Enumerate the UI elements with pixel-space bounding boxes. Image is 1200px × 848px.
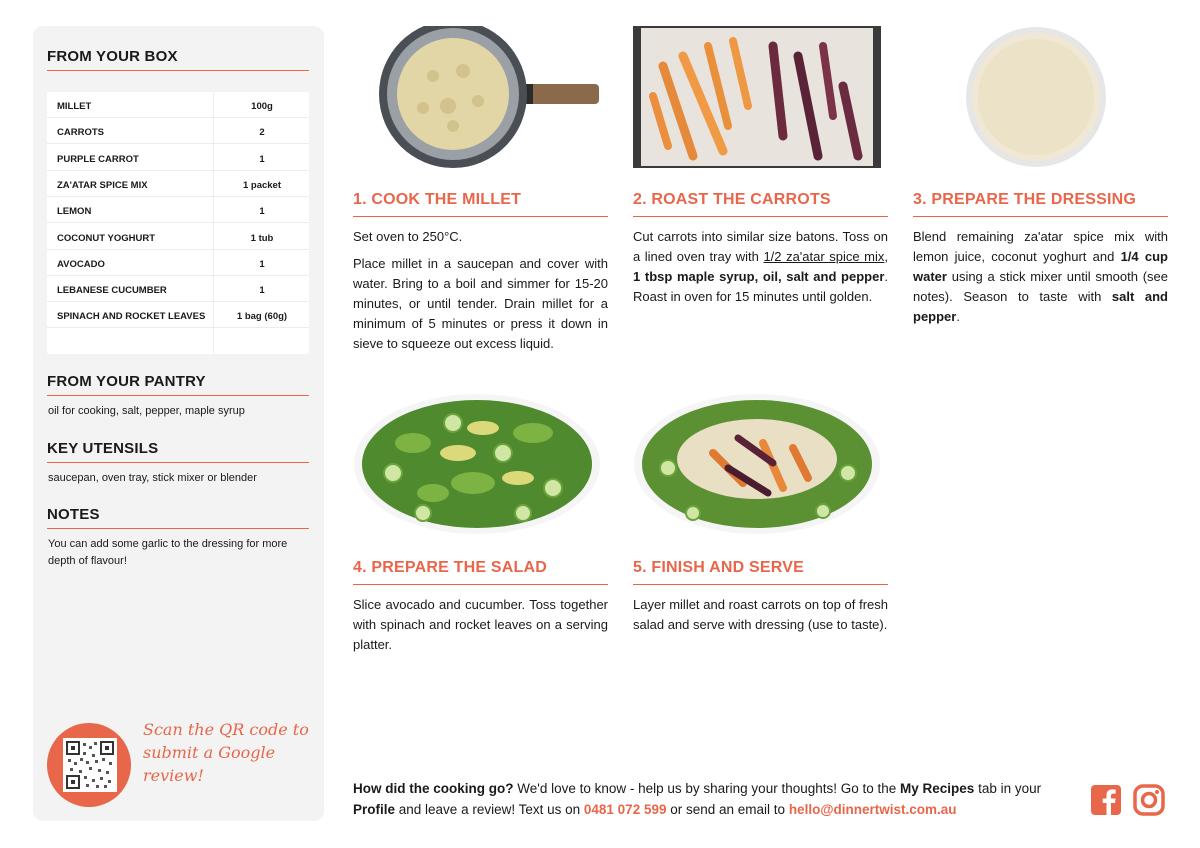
step-paragraph: [353, 227, 608, 247]
qr-badge: [47, 723, 131, 807]
notes-title: NOTES: [47, 506, 100, 523]
step-paragraph: [913, 227, 1168, 327]
box-title-rule: [47, 70, 309, 71]
step-text: . Roast in oven for 15 minutes until golden.: [633, 269, 888, 304]
ingredient-row: [47, 224, 309, 250]
pantry-text: oil for cooking, salt, pepper, maple syrup: [48, 405, 245, 417]
notes-text: You can add some garlic to the dressing for more depth of flavour!: [48, 538, 288, 567]
ingredient-qty: 1 packet: [242, 179, 282, 191]
notes-title-rule: [47, 528, 309, 529]
footer-text-2: tab in your: [974, 781, 1042, 796]
step-text: 1/2 za'atar spice mix: [763, 249, 885, 264]
ingredient-qty: 100g: [251, 101, 273, 112]
ingredient-qty: 2: [259, 127, 265, 139]
step-text: .: [956, 309, 960, 324]
step-title-rule: [633, 584, 888, 585]
utensils-title-rule: [47, 462, 309, 463]
step-text: using a stick mixer until smooth (see notes). Season to taste with: [913, 269, 1168, 304]
ingredients-sidebar: [33, 26, 324, 821]
pantry-title-rule: [47, 395, 309, 396]
step-title: 1. COOK THE MILLET: [353, 191, 522, 208]
ingredient-name: ZA'ATAR SPICE MIX: [57, 179, 148, 191]
step-title-rule: [633, 216, 888, 217]
step-title: 5. FINISH AND SERVE: [633, 559, 804, 576]
ingredient-qty: 1: [259, 285, 265, 297]
ingredient-name: COCONUT YOGHURT: [57, 232, 155, 244]
step-text: ,: [884, 249, 888, 264]
ingredients-table: [47, 92, 309, 354]
ingredient-name: LEMON: [57, 206, 92, 218]
step-text: Slice avocado and cucumber. Toss together with spinach and rocket leaves on a serving platter.: [353, 597, 608, 652]
ingredient-name: MILLET: [57, 101, 92, 112]
ingredient-qty: 1: [259, 206, 265, 218]
finished-dish-image: [633, 393, 881, 535]
ingredient-row: [47, 171, 309, 197]
footer-text-1: We'd love to know - help us by sharing your thoughts! Go to the: [513, 781, 901, 796]
pantry-title: FROM YOUR PANTRY: [47, 373, 206, 390]
utensils-text: saucepan, oven tray, stick mixer or blender: [48, 472, 257, 484]
step-body: [353, 227, 608, 361]
ingredient-qty: 1: [259, 153, 265, 165]
ingredient-row: [47, 118, 309, 144]
qr-call-to-action: Scan the QR code to submit a Google review!: [143, 720, 309, 785]
step-paragraph: [633, 595, 888, 635]
ingredient-row: [47, 92, 309, 118]
my-recipes-link[interactable]: My Recipes: [900, 781, 975, 796]
ingredient-name: PURPLE CARROT: [57, 153, 139, 165]
ingredient-qty: 1: [259, 258, 265, 270]
step-body: [913, 227, 1168, 334]
email-link[interactable]: hello@dinnertwist.com.au: [788, 802, 957, 817]
footer-question: How did the cooking go?: [353, 781, 514, 796]
bold-ingredient-text: 1 tbsp maple syrup, oil, salt and pepper: [633, 269, 885, 284]
step-title-rule: [353, 584, 608, 585]
ingredient-row: [47, 197, 309, 223]
step-title: 2. ROAST THE CARROTS: [633, 191, 831, 208]
footer-text-4: or send an email to: [666, 802, 789, 817]
step-title: 4. PREPARE THE SALAD: [353, 559, 547, 576]
step-body: [353, 595, 608, 662]
ingredient-name: LEBANESE CUCUMBER: [57, 285, 167, 297]
ingredient-qty: 1 tub: [250, 232, 274, 244]
dressing-bowl-image: [913, 26, 1161, 168]
feedback-footer: [353, 778, 1073, 820]
step-title-rule: [913, 216, 1168, 217]
step-text: Cut carrots into similar size batons. Toss on a lined oven tray with: [633, 229, 888, 264]
step-text: Blend remaining za'atar spice mix with lemon juice, coconut yoghurt and: [913, 229, 1168, 264]
ingredient-row: [47, 250, 309, 276]
step-title: 3. PREPARE THE DRESSING: [913, 191, 1137, 208]
phone-link[interactable]: 0481 072 599: [583, 802, 667, 817]
roasted-carrots-image: [633, 26, 881, 168]
step-text: Layer millet and roast carrots on top of fresh salad and serve with dressing (use to taste).: [633, 597, 888, 632]
salad-platter-image: [353, 393, 601, 535]
step-title-rule: [353, 216, 608, 217]
ingredient-row: [47, 302, 309, 328]
ingredient-qty: 1 bag (60g): [236, 311, 288, 323]
millet-sieve-image: [353, 26, 601, 168]
ingredient-name: AVOCADO: [57, 258, 105, 270]
qr-code-icon[interactable]: [63, 738, 117, 792]
step-paragraph: [633, 227, 888, 307]
step-paragraph: [353, 595, 608, 655]
instagram-icon[interactable]: [1133, 784, 1167, 818]
facebook-icon[interactable]: [1090, 784, 1124, 818]
profile-link[interactable]: Profile: [353, 802, 396, 817]
ingredient-row: [47, 276, 309, 302]
utensils-title: KEY UTENSILS: [47, 440, 159, 457]
ingredient-name: CARROTS: [57, 127, 104, 139]
step-body: [633, 227, 888, 314]
bold-ingredient-text: salt and pepper: [913, 289, 1169, 324]
box-title: FROM YOUR BOX: [47, 48, 178, 65]
bold-ingredient-text: 1/4 cup water: [913, 249, 1168, 284]
footer-text-3: and leave a review! Text us on: [395, 802, 584, 817]
ingredient-row: [47, 145, 309, 171]
step-body: [633, 595, 888, 642]
step-text: Place millet in a saucepan and cover with water. Bring to a boil and simmer for 15-20 minutes, or until tender. Drain millet for a minimum of 5 minutes or press it down in sieve to squeeze out excess liquid.: [353, 256, 608, 351]
step-paragraph: [353, 254, 608, 354]
step-text: Set oven to 250°C.: [353, 229, 463, 244]
ingredient-name: SPINACH AND ROCKET LEAVES: [57, 311, 206, 323]
